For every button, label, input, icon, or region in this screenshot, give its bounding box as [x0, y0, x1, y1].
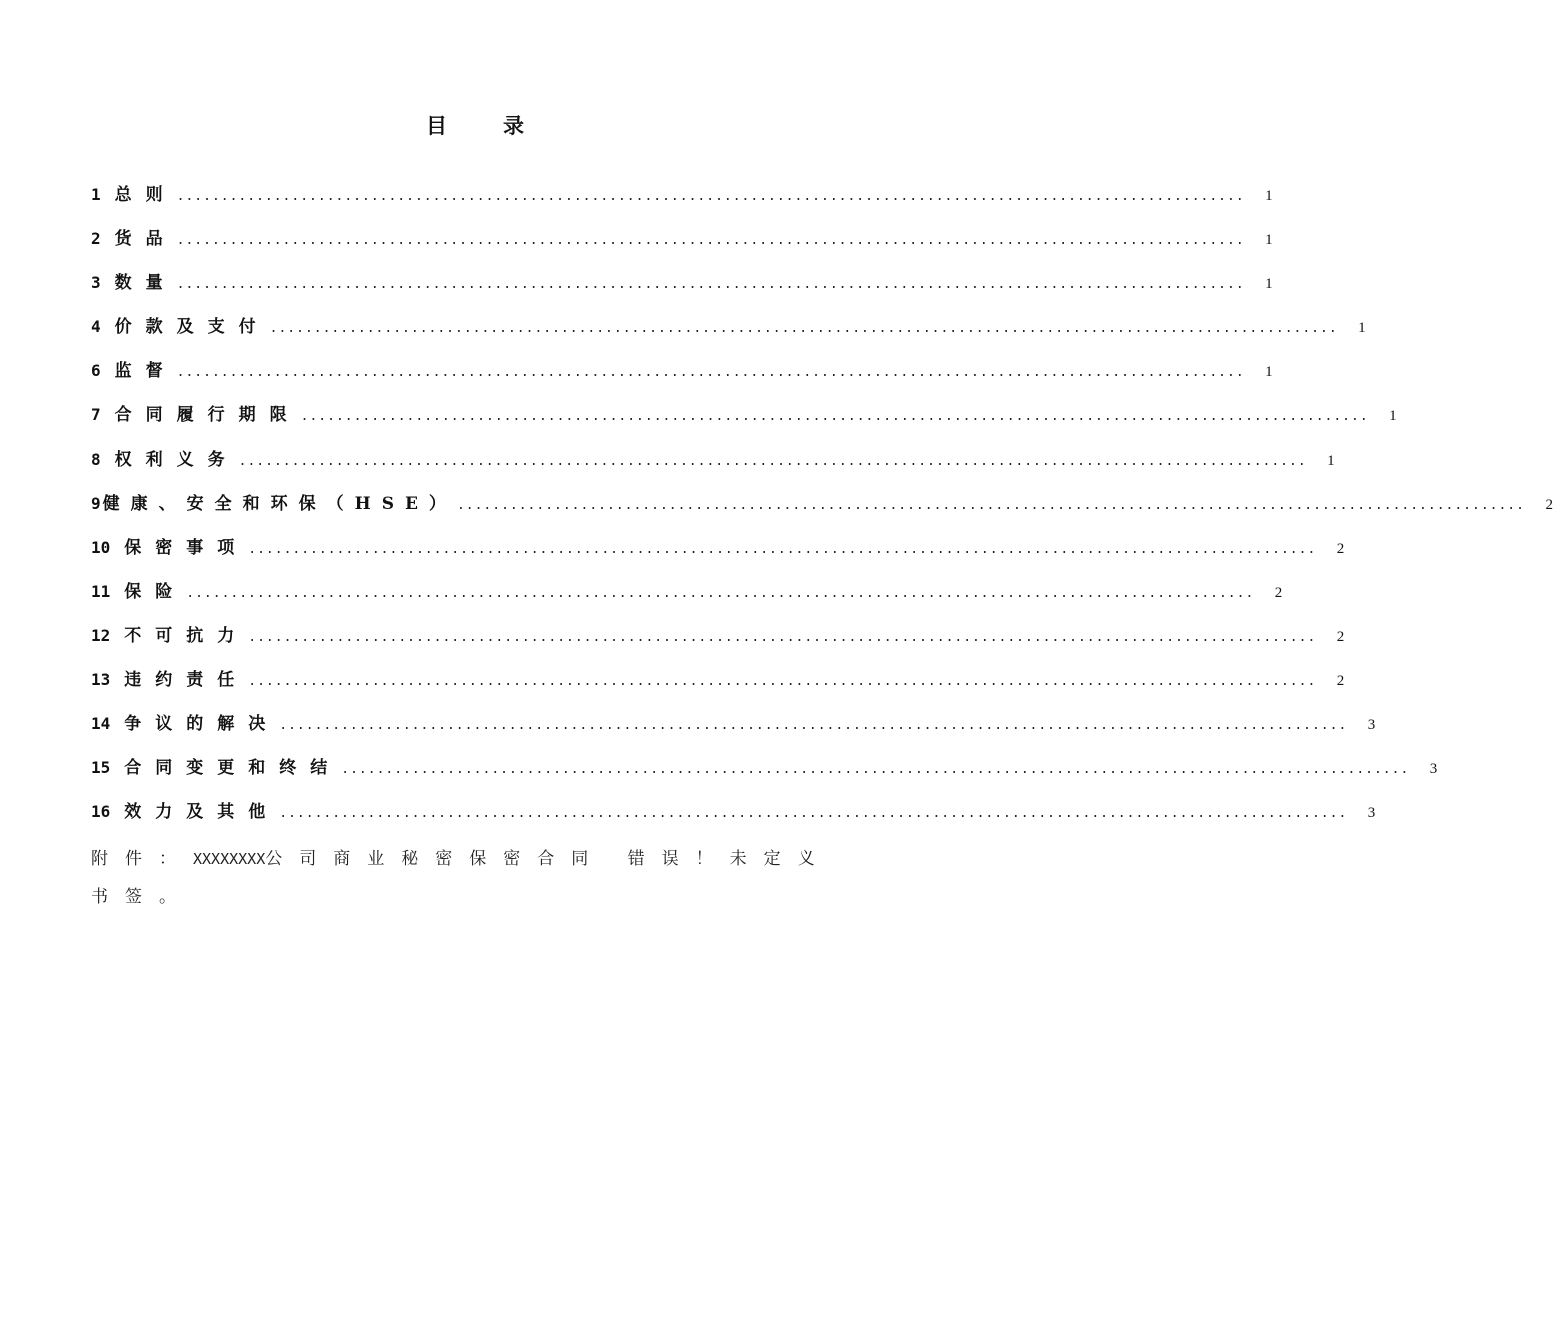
- toc-entry-page: 1: [1265, 232, 1273, 249]
- toc-entry[interactable]: [91, 224, 1273, 268]
- table-of-contents: [91, 180, 1553, 841]
- toc-dot-leader: .........................................................................................................................: [176, 189, 1245, 204]
- toc-entry-page: 2: [1336, 540, 1345, 557]
- toc-entry-page: 1: [1327, 452, 1335, 469]
- toc-dot-leader: .........................................................................................................................: [248, 674, 1317, 690]
- toc-entry-title: 保险: [124, 581, 187, 602]
- toc-entry-title: 权利义务: [114, 449, 239, 470]
- toc-entry-title: 价款及支付: [114, 317, 270, 338]
- toc-entry-number: 16: [91, 802, 111, 822]
- toc-dot-leader: .........................................................................................................................: [248, 541, 1317, 557]
- toc-entry[interactable]: [91, 400, 1397, 444]
- toc-entry-number: 13: [91, 670, 111, 690]
- toc-entry-title: 货品: [114, 229, 177, 250]
- toc-entry-number: 15: [91, 758, 111, 778]
- appendix-error-message: 错误！未定义书签。: [91, 849, 832, 907]
- toc-dot-leader: .........................................................................................................................: [238, 453, 1307, 469]
- toc-entry-page: 1: [1265, 276, 1273, 293]
- toc-entry-page: 2: [1545, 496, 1553, 513]
- toc-dot-leader: .........................................................................................................................: [176, 365, 1245, 381]
- toc-entry-number: 12: [91, 625, 111, 645]
- toc-entry-title: 监督: [114, 361, 177, 382]
- toc-entry-page: 3: [1367, 805, 1376, 822]
- toc-entry-page: 1: [1389, 408, 1397, 425]
- toc-entry-number: 4: [91, 317, 101, 337]
- toc-dot-leader: .........................................................................................................................: [248, 629, 1317, 645]
- toc-entry[interactable]: [91, 621, 1345, 665]
- toc-dot-leader: .........................................................................................................................: [279, 806, 1348, 822]
- toc-entry-title: 保密事项: [124, 537, 249, 558]
- toc-entry-title: 数量: [114, 273, 177, 294]
- toc-entry-title: 效力及其他: [124, 802, 280, 823]
- toc-entry-number: 11: [91, 581, 111, 601]
- appendix-company-code: XXXXXXXX: [193, 850, 266, 868]
- toc-entry-page: 1: [1265, 188, 1273, 204]
- toc-entry[interactable]: [91, 533, 1345, 577]
- toc-entry-page: 3: [1429, 761, 1438, 778]
- toc-entry[interactable]: [91, 356, 1273, 400]
- toc-dot-leader: .........................................................................................................................: [456, 497, 1525, 513]
- toc-entry-title: 违约责任: [124, 670, 249, 691]
- toc-entry[interactable]: [91, 577, 1283, 621]
- toc-entry-page: 1: [1265, 364, 1273, 381]
- toc-entry-page: 1: [1358, 320, 1366, 337]
- toc-entry[interactable]: [91, 489, 1553, 533]
- toc-entry-title: 健康、安全和环保（HSE）: [102, 493, 457, 514]
- toc-entry-title: 总则: [114, 185, 177, 205]
- toc-entry-title: 合同变更和终结: [124, 758, 342, 779]
- toc-entry-number: 2: [91, 229, 101, 249]
- toc-dot-leader: .........................................................................................................................: [300, 409, 1369, 425]
- appendix-prefix: 附件：: [91, 849, 193, 869]
- toc-dot-leader: .........................................................................................................................: [176, 233, 1245, 249]
- toc-entry[interactable]: [91, 753, 1438, 797]
- toc-dot-leader: .........................................................................................................................: [269, 321, 1338, 337]
- toc-entry-page: 2: [1336, 628, 1345, 645]
- appendix-entry[interactable]: [91, 840, 853, 916]
- toc-dot-leader: .........................................................................................................................: [341, 762, 1410, 778]
- toc-entry-page: 2: [1274, 584, 1283, 601]
- toc-entry-page: 2: [1336, 673, 1345, 690]
- toc-entry-number: 8: [91, 449, 101, 469]
- toc-entry-number: 10: [91, 537, 111, 557]
- toc-entry[interactable]: [91, 665, 1345, 709]
- toc-entry-title: 合同履行期限: [114, 405, 301, 426]
- toc-entry[interactable]: [91, 797, 1376, 841]
- toc-entry-number: 3: [91, 273, 101, 293]
- toc-dot-leader: .........................................................................................................................: [279, 718, 1348, 734]
- toc-entry-number: 6: [91, 361, 101, 381]
- toc-entry[interactable]: [91, 312, 1366, 356]
- toc-entry[interactable]: [91, 180, 1273, 224]
- toc-entry-number: 7: [91, 405, 101, 425]
- appendix-title: 公司商业秘密保密合同: [265, 849, 606, 869]
- toc-entry[interactable]: [91, 709, 1376, 753]
- page-title: 目录: [426, 113, 580, 138]
- toc-entry-title: 不可抗力: [124, 625, 249, 646]
- toc-entry-title: 争议的解决: [124, 714, 280, 735]
- toc-dot-leader: .........................................................................................................................: [186, 585, 1255, 601]
- toc-entry-number: 14: [91, 714, 111, 734]
- toc-entry[interactable]: [91, 445, 1335, 489]
- toc-entry-page: 3: [1367, 717, 1376, 734]
- toc-entry[interactable]: [91, 268, 1273, 312]
- toc-entry-number: 1: [91, 185, 101, 204]
- toc-entry-number: 9: [91, 493, 101, 513]
- toc-dot-leader: .........................................................................................................................: [176, 277, 1245, 293]
